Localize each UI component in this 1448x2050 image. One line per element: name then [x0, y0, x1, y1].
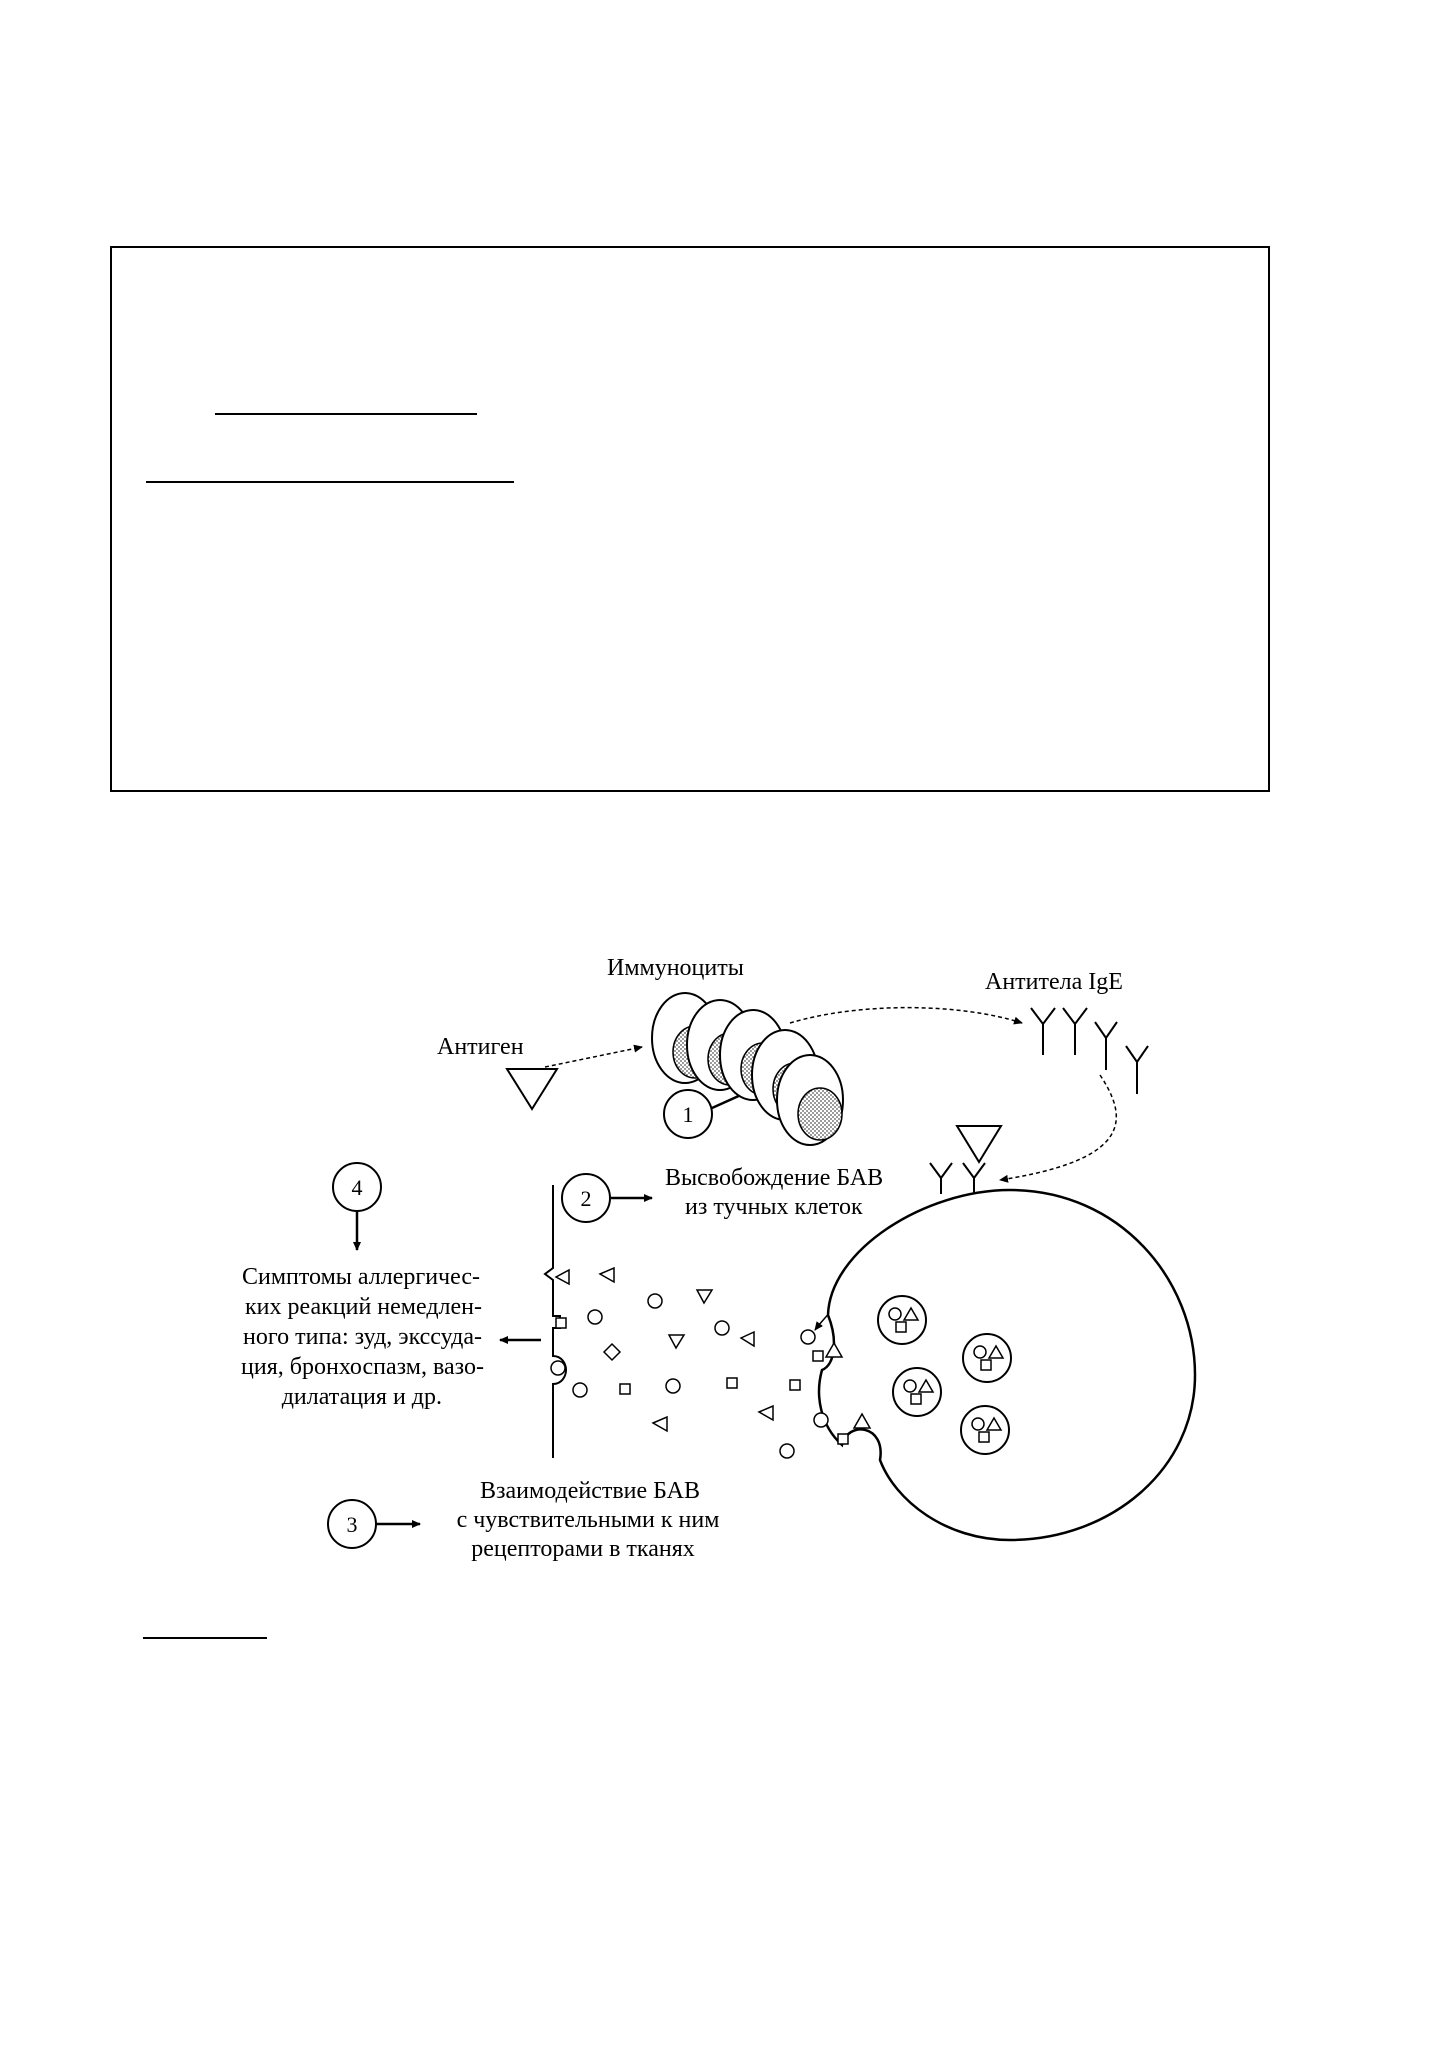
mediator-triangle [600, 1268, 614, 1282]
step-3-marker [328, 1500, 376, 1548]
bound-mediator-square [556, 1318, 566, 1328]
mast-cell-granule [878, 1296, 926, 1344]
mediator-square [727, 1378, 737, 1388]
step-4-number: 4 [351, 1175, 363, 1200]
interaction-label-line2: с чувствительными к ним [456, 1507, 720, 1533]
bound-mediator-circle [551, 1361, 565, 1375]
receptor-antibody [930, 1163, 952, 1194]
mediator-circle [573, 1383, 587, 1397]
step-4-marker [333, 1163, 381, 1211]
mediator-square [813, 1351, 823, 1361]
step-3-number: 3 [346, 1512, 358, 1537]
immunocytes-label: Иммуноциты [607, 955, 744, 981]
antigen-triangle [507, 1069, 557, 1109]
mediator-circle [715, 1321, 729, 1335]
release-label-line1: Высвобождение БАВ [665, 1165, 884, 1191]
antibody-y-shape [1031, 1008, 1055, 1055]
symptoms-label-line2: ких реакций немедлен- [245, 1294, 482, 1320]
mast-cell-granule [963, 1334, 1011, 1382]
step-1-marker [664, 1090, 712, 1138]
antigen-label: Антиген [437, 1034, 524, 1060]
dashed-arrow-antigen-to-immunocytes [545, 1047, 642, 1067]
interaction-label-line1: Взаимодействие БАВ [480, 1478, 700, 1504]
release-label-line2: из тучных клеток [685, 1194, 863, 1220]
mediator-square [838, 1434, 848, 1444]
mediator-triangle [669, 1335, 684, 1348]
mast-cell-granule [961, 1406, 1009, 1454]
symptoms-label-line5: дилатация и др. [281, 1384, 442, 1410]
bound-mediator-triangle [556, 1270, 569, 1284]
symptoms-label-line1: Симптомы аллергичес- [241, 1264, 480, 1290]
mediator-circle [666, 1379, 680, 1393]
dashed-arrow-antibodies-to-mastcell [1000, 1075, 1116, 1180]
mediator-triangle [653, 1417, 667, 1431]
mediator-triangle [697, 1290, 712, 1303]
mediator-triangle [741, 1332, 754, 1346]
interaction-label-line3: рецепторами в тканях [471, 1536, 695, 1562]
mediator-circle [801, 1330, 815, 1344]
step-2-number: 2 [580, 1186, 592, 1211]
mediator-circle [814, 1413, 828, 1427]
receptor-antibody [963, 1163, 985, 1194]
step-1-number: 1 [682, 1102, 694, 1127]
antibody-y-shape [1063, 1008, 1087, 1055]
mediator-square [790, 1380, 800, 1390]
bound-antigen-triangle [957, 1126, 1001, 1162]
antibody-y-shape [1095, 1022, 1117, 1070]
released-mediators [573, 1268, 848, 1458]
dashed-arrow-immunocytes-to-antibodies [790, 1008, 1022, 1023]
immunocyte-cell [777, 1055, 843, 1145]
antibodies-label: Антитела IgE [985, 969, 1123, 995]
step-2-marker [562, 1174, 610, 1222]
ige-antibodies [1031, 1008, 1148, 1094]
symptoms-label-line3: ного типа: зуд, экссуда- [243, 1324, 482, 1350]
mediator-triangle [759, 1406, 773, 1420]
mast-cell-granule [893, 1368, 941, 1416]
symptoms-label-line4: ция, бронхоспазм, вазо- [241, 1354, 484, 1380]
mediator-diamond [604, 1344, 620, 1360]
mediator-square [620, 1384, 630, 1394]
antibody-y-shape [1126, 1046, 1148, 1094]
mediator-circle [780, 1444, 794, 1458]
mediator-circle [588, 1310, 602, 1324]
mediator-circle [648, 1294, 662, 1308]
